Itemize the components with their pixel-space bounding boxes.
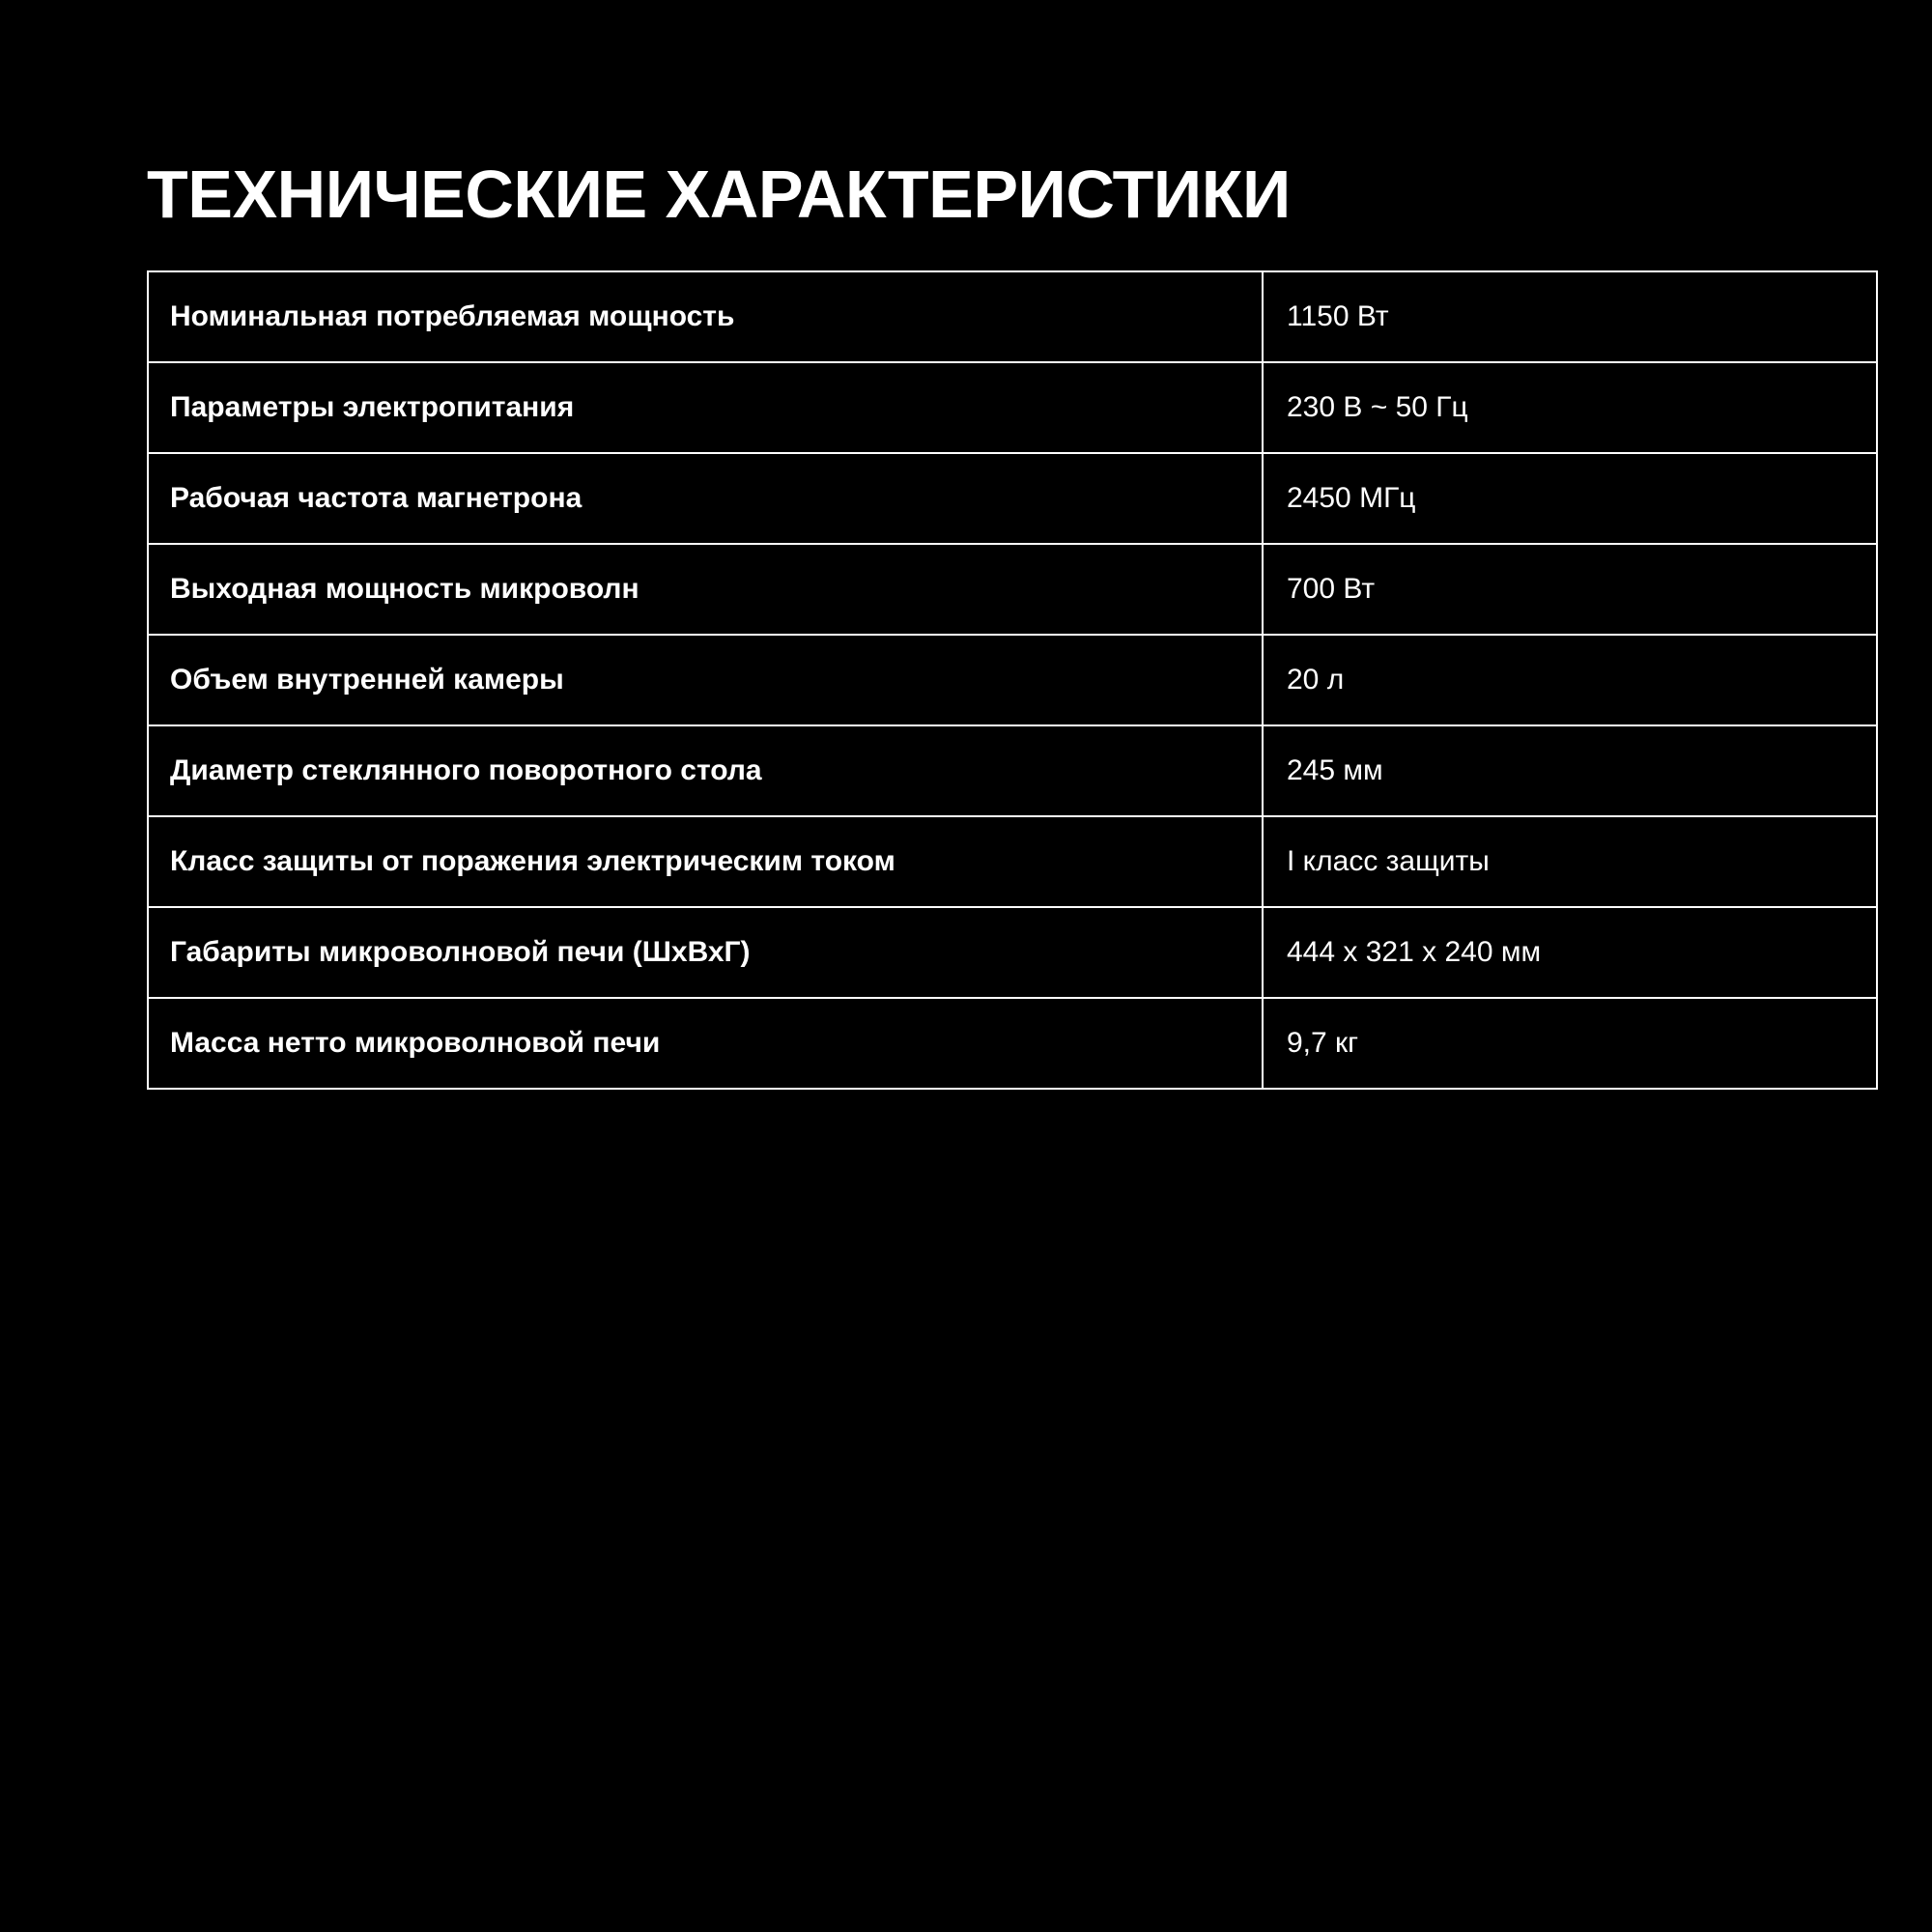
spec-label: Номинальная потребляемая мощность xyxy=(148,271,1263,362)
spec-label: Параметры электропитания xyxy=(148,362,1263,453)
spec-label: Масса нетто микроволновой печи xyxy=(148,998,1263,1089)
table-row xyxy=(148,362,1877,453)
spec-value: 245 мм xyxy=(1263,725,1877,816)
specifications-table xyxy=(147,270,1878,1090)
table-row xyxy=(148,725,1877,816)
spec-value: 20 л xyxy=(1263,635,1877,725)
table-row xyxy=(148,816,1877,907)
spec-value: 9,7 кг xyxy=(1263,998,1877,1089)
spec-value: 2450 МГц xyxy=(1263,453,1877,544)
spec-value: I класс защиты xyxy=(1263,816,1877,907)
specifications-table-body xyxy=(148,271,1877,1089)
table-row xyxy=(148,907,1877,998)
page-title: ТЕХНИЧЕСКИЕ ХАРАКТЕРИСТИКИ xyxy=(147,156,1291,232)
table-row xyxy=(148,271,1877,362)
spec-value: 1150 Вт xyxy=(1263,271,1877,362)
spec-value: 230 В ~ 50 Гц xyxy=(1263,362,1877,453)
spec-label: Диаметр стеклянного поворотного стола xyxy=(148,725,1263,816)
spec-value: 444 x 321 x 240 мм xyxy=(1263,907,1877,998)
table-row xyxy=(148,998,1877,1089)
spec-label: Класс защиты от поражения электрическим током xyxy=(148,816,1263,907)
spec-label: Рабочая частота магнетрона xyxy=(148,453,1263,544)
spec-label: Объем внутренней камеры xyxy=(148,635,1263,725)
table-row xyxy=(148,544,1877,635)
spec-label: Выходная мощность микроволн xyxy=(148,544,1263,635)
spec-label: Габариты микроволновой печи (ШхВхГ) xyxy=(148,907,1263,998)
spec-value: 700 Вт xyxy=(1263,544,1877,635)
table-row xyxy=(148,635,1877,725)
table-row xyxy=(148,453,1877,544)
